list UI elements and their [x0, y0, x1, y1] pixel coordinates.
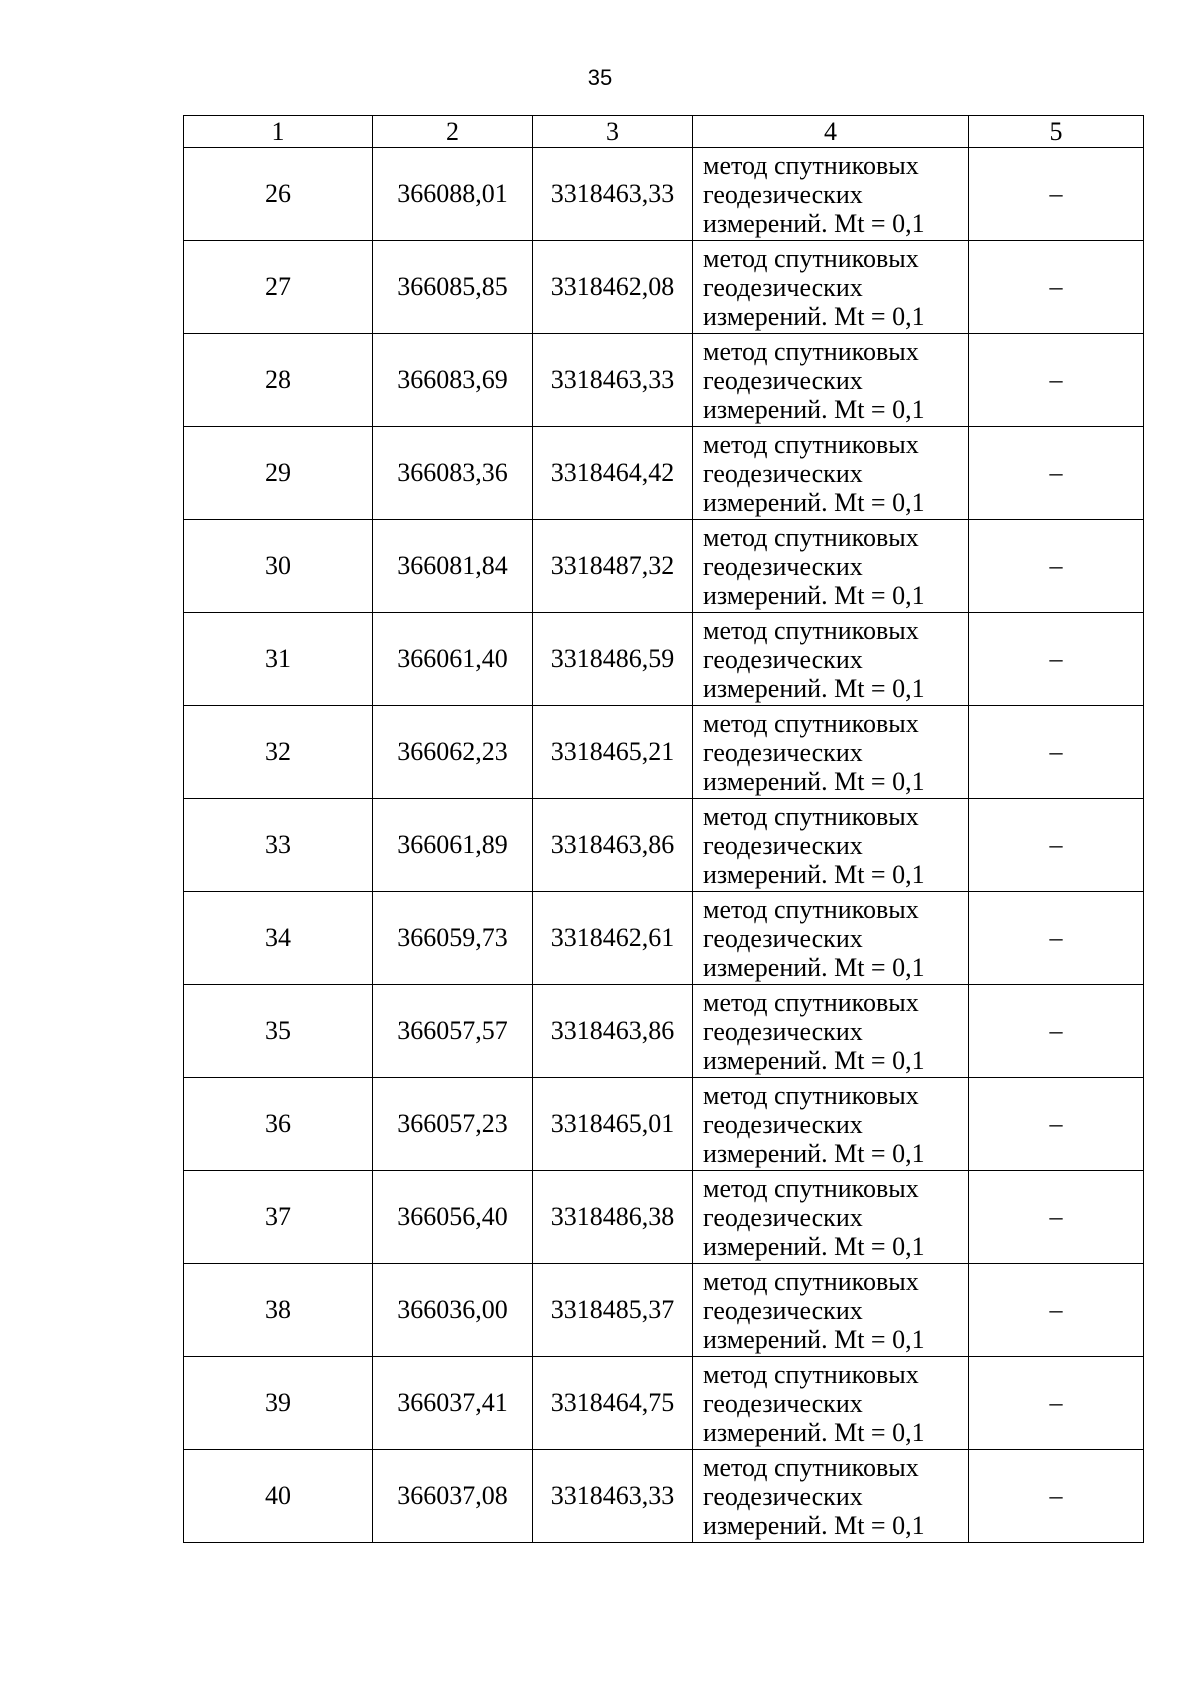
method-line: измерений. Mt = 0,1	[703, 394, 925, 424]
cell-note: –	[969, 1171, 1144, 1264]
cell-y-coordinate: 3318464,42	[533, 427, 693, 520]
method-line: метод спутниковых	[703, 522, 919, 552]
table-row	[184, 1171, 1144, 1264]
cell-x-coordinate: 366088,01	[373, 148, 533, 241]
method-line: измерений. Mt = 0,1	[703, 1324, 925, 1354]
cell-point-number: 38	[184, 1264, 373, 1357]
cell-x-coordinate: 366037,08	[373, 1450, 533, 1543]
table-header	[184, 116, 1144, 148]
cell-method	[693, 799, 969, 892]
method-line: геодезических	[703, 830, 863, 860]
method-line: геодезических	[703, 1388, 863, 1418]
cell-point-number: 37	[184, 1171, 373, 1264]
cell-x-coordinate: 366061,40	[373, 613, 533, 706]
cell-note: –	[969, 613, 1144, 706]
cell-y-coordinate: 3318462,08	[533, 241, 693, 334]
method-line: измерений. Mt = 0,1	[703, 487, 925, 517]
cell-method	[693, 241, 969, 334]
table-body	[184, 148, 1144, 1543]
method-line: метод спутниковых	[703, 1266, 919, 1296]
cell-y-coordinate: 3318463,33	[533, 1450, 693, 1543]
method-line: измерений. Mt = 0,1	[703, 859, 925, 889]
cell-note: –	[969, 1357, 1144, 1450]
cell-point-number: 27	[184, 241, 373, 334]
method-line: геодезических	[703, 272, 863, 302]
cell-y-coordinate: 3318465,01	[533, 1078, 693, 1171]
method-line: геодезических	[703, 1481, 863, 1511]
column-header-5: 5	[969, 116, 1144, 148]
cell-x-coordinate: 366081,84	[373, 520, 533, 613]
cell-point-number: 39	[184, 1357, 373, 1450]
cell-point-number: 31	[184, 613, 373, 706]
method-line: метод спутниковых	[703, 429, 919, 459]
cell-note: –	[969, 706, 1144, 799]
method-line: геодезических	[703, 1109, 863, 1139]
method-line: геодезических	[703, 551, 863, 581]
table-row	[184, 241, 1144, 334]
method-line: геодезических	[703, 1016, 863, 1046]
table-row	[184, 1264, 1144, 1357]
method-line: измерений. Mt = 0,1	[703, 301, 925, 331]
cell-x-coordinate: 366083,36	[373, 427, 533, 520]
cell-method	[693, 1450, 969, 1543]
cell-note: –	[969, 520, 1144, 613]
cell-note: –	[969, 241, 1144, 334]
method-line: метод спутниковых	[703, 615, 919, 645]
cell-x-coordinate: 366061,89	[373, 799, 533, 892]
method-line: метод спутниковых	[703, 708, 919, 738]
method-line: измерений. Mt = 0,1	[703, 952, 925, 982]
cell-note: –	[969, 799, 1144, 892]
method-line: геодезических	[703, 923, 863, 953]
cell-point-number: 28	[184, 334, 373, 427]
cell-point-number: 35	[184, 985, 373, 1078]
cell-note: –	[969, 1078, 1144, 1171]
method-line: измерений. Mt = 0,1	[703, 580, 925, 610]
method-line: геодезических	[703, 365, 863, 395]
cell-y-coordinate: 3318486,38	[533, 1171, 693, 1264]
method-line: метод спутниковых	[703, 987, 919, 1017]
table-row	[184, 1450, 1144, 1543]
method-line: измерений. Mt = 0,1	[703, 208, 925, 238]
method-line: геодезических	[703, 737, 863, 767]
cell-y-coordinate: 3318463,33	[533, 334, 693, 427]
cell-x-coordinate: 366083,69	[373, 334, 533, 427]
method-line: геодезических	[703, 1202, 863, 1232]
method-line: геодезических	[703, 1295, 863, 1325]
cell-x-coordinate: 366056,40	[373, 1171, 533, 1264]
method-line: метод спутниковых	[703, 1452, 919, 1482]
cell-method	[693, 1357, 969, 1450]
cell-note: –	[969, 892, 1144, 985]
method-line: метод спутниковых	[703, 336, 919, 366]
method-line: метод спутниковых	[703, 1359, 919, 1389]
cell-point-number: 40	[184, 1450, 373, 1543]
cell-point-number: 36	[184, 1078, 373, 1171]
cell-y-coordinate: 3318486,59	[533, 613, 693, 706]
cell-note: –	[969, 334, 1144, 427]
method-line: измерений. Mt = 0,1	[703, 1045, 925, 1075]
cell-method	[693, 520, 969, 613]
cell-x-coordinate: 366085,85	[373, 241, 533, 334]
cell-method	[693, 1171, 969, 1264]
cell-y-coordinate: 3318463,33	[533, 148, 693, 241]
cell-note: –	[969, 1264, 1144, 1357]
cell-point-number: 32	[184, 706, 373, 799]
method-line: метод спутниковых	[703, 150, 919, 180]
cell-y-coordinate: 3318462,61	[533, 892, 693, 985]
cell-point-number: 30	[184, 520, 373, 613]
column-header-2: 2	[373, 116, 533, 148]
table-row	[184, 706, 1144, 799]
method-line: геодезических	[703, 179, 863, 209]
cell-method	[693, 1264, 969, 1357]
table-row	[184, 892, 1144, 985]
table-row	[184, 148, 1144, 241]
cell-method	[693, 985, 969, 1078]
cell-method	[693, 892, 969, 985]
page-number: 35	[587, 65, 613, 90]
cell-note: –	[969, 1450, 1144, 1543]
table-row	[184, 334, 1144, 427]
cell-method	[693, 1078, 969, 1171]
cell-note: –	[969, 427, 1144, 520]
cell-y-coordinate: 3318487,32	[533, 520, 693, 613]
cell-x-coordinate: 366057,23	[373, 1078, 533, 1171]
method-line: метод спутниковых	[703, 1173, 919, 1203]
cell-point-number: 26	[184, 148, 373, 241]
cell-point-number: 29	[184, 427, 373, 520]
cell-y-coordinate: 3318463,86	[533, 985, 693, 1078]
coordinates-table	[183, 115, 1144, 1543]
cell-note: –	[969, 148, 1144, 241]
method-line: измерений. Mt = 0,1	[703, 673, 925, 703]
table-row	[184, 1078, 1144, 1171]
header-row	[184, 116, 1144, 148]
cell-x-coordinate: 366057,57	[373, 985, 533, 1078]
table-row	[184, 985, 1144, 1078]
cell-point-number: 34	[184, 892, 373, 985]
table-row	[184, 427, 1144, 520]
cell-y-coordinate: 3318485,37	[533, 1264, 693, 1357]
cell-x-coordinate: 366062,23	[373, 706, 533, 799]
cell-x-coordinate: 366059,73	[373, 892, 533, 985]
cell-method	[693, 427, 969, 520]
cell-x-coordinate: 366037,41	[373, 1357, 533, 1450]
method-line: метод спутниковых	[703, 801, 919, 831]
cell-y-coordinate: 3318463,86	[533, 799, 693, 892]
cell-y-coordinate: 3318464,75	[533, 1357, 693, 1450]
cell-method	[693, 148, 969, 241]
table-row	[184, 799, 1144, 892]
method-line: измерений. Mt = 0,1	[703, 1231, 925, 1261]
method-line: геодезических	[703, 644, 863, 674]
cell-y-coordinate: 3318465,21	[533, 706, 693, 799]
method-line: измерений. Mt = 0,1	[703, 766, 925, 796]
method-line: геодезических	[703, 458, 863, 488]
method-line: измерений. Mt = 0,1	[703, 1510, 925, 1540]
method-line: метод спутниковых	[703, 1080, 919, 1110]
method-line: метод спутниковых	[703, 894, 919, 924]
method-line: измерений. Mt = 0,1	[703, 1138, 925, 1168]
cell-method	[693, 613, 969, 706]
cell-note: –	[969, 985, 1144, 1078]
table-row	[184, 1357, 1144, 1450]
column-header-1: 1	[184, 116, 373, 148]
cell-point-number: 33	[184, 799, 373, 892]
column-header-3: 3	[533, 116, 693, 148]
method-line: метод спутниковых	[703, 243, 919, 273]
cell-method	[693, 334, 969, 427]
column-header-4: 4	[693, 116, 969, 148]
table-row	[184, 613, 1144, 706]
cell-x-coordinate: 366036,00	[373, 1264, 533, 1357]
table-row	[184, 520, 1144, 613]
cell-method	[693, 706, 969, 799]
method-line: измерений. Mt = 0,1	[703, 1417, 925, 1447]
